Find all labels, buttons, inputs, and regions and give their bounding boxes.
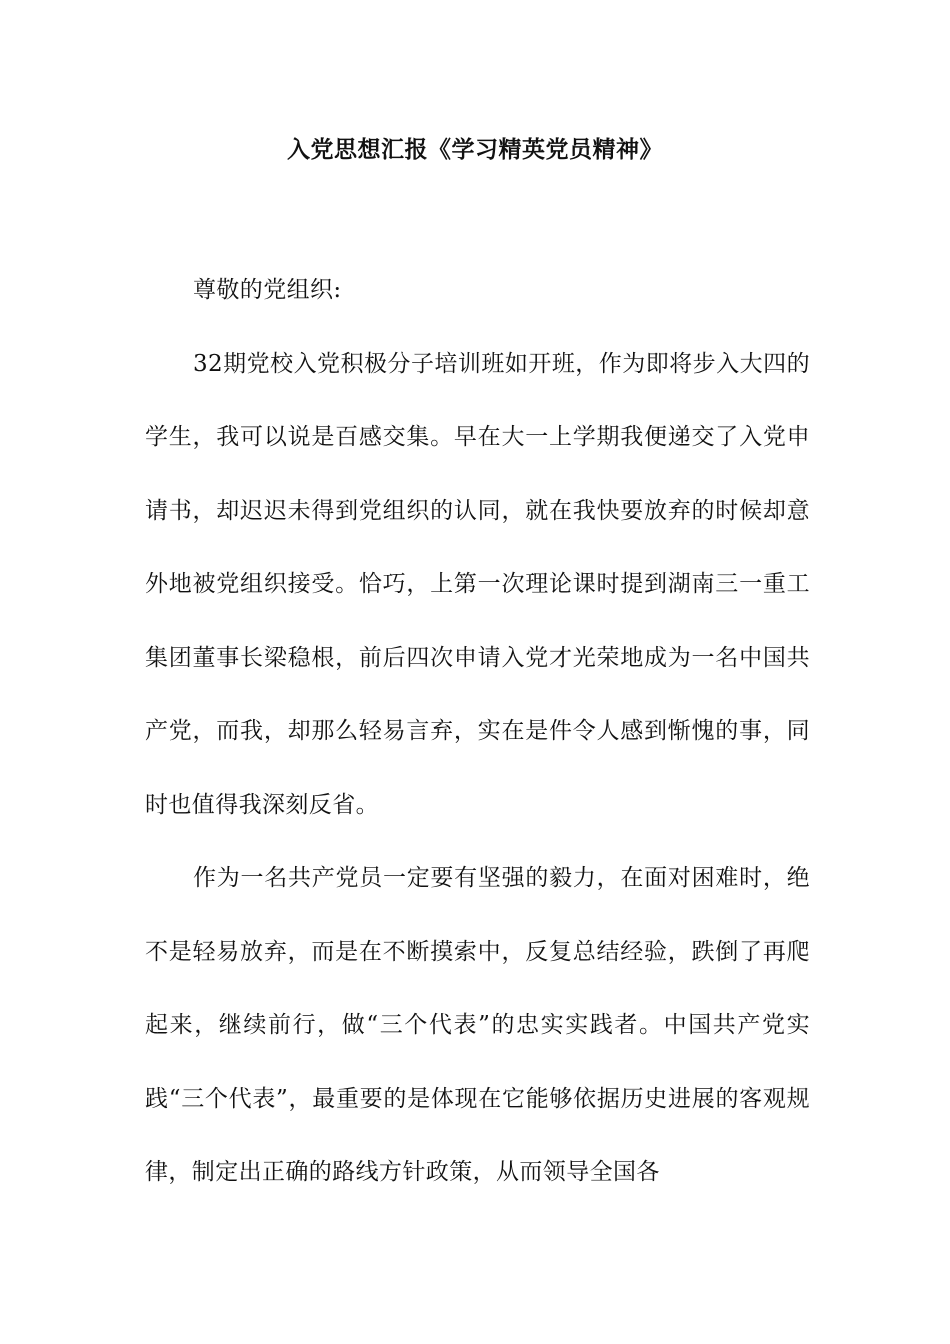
document-title: 入党思想汇报《学习精英党员精神》: [287, 137, 663, 163]
document-body: [145, 254, 810, 1210]
salutation: 尊敬的党组织:: [193, 277, 342, 303]
paragraph-2: 作为一名共产党员一定要有坚强的毅力，在面对困难时，绝不是轻易放弃，而是在不断摸索中，反复总结经验，跌倒了再爬起来，继续前行，做“三个代表”的忠实实践者。中国共产党实践“三个代表”，最重要的是体现在它能够依据历史进展的客观规律，制定出正确的路线方针政策，从而领导全国各: [145, 865, 810, 1185]
paragraph-1: 32期党校入党积极分子培训班如开班，作为即将步入大四的学生，我可以说是百感交集。早在大一上学期我便递交了入党申请书，却迟迟未得到党组织的认同，就在我快要放弃的时候却意外地被党组织接受。恰巧，上第一次理论课时提到湖南三一重工集团董事长梁稳根，前后四次申请入党才光荣地成为一名中国共产党，而我，却那么轻易言弃，实在是件令人感到惭愧的事，同时也值得我深刻反省。: [145, 350, 810, 818]
